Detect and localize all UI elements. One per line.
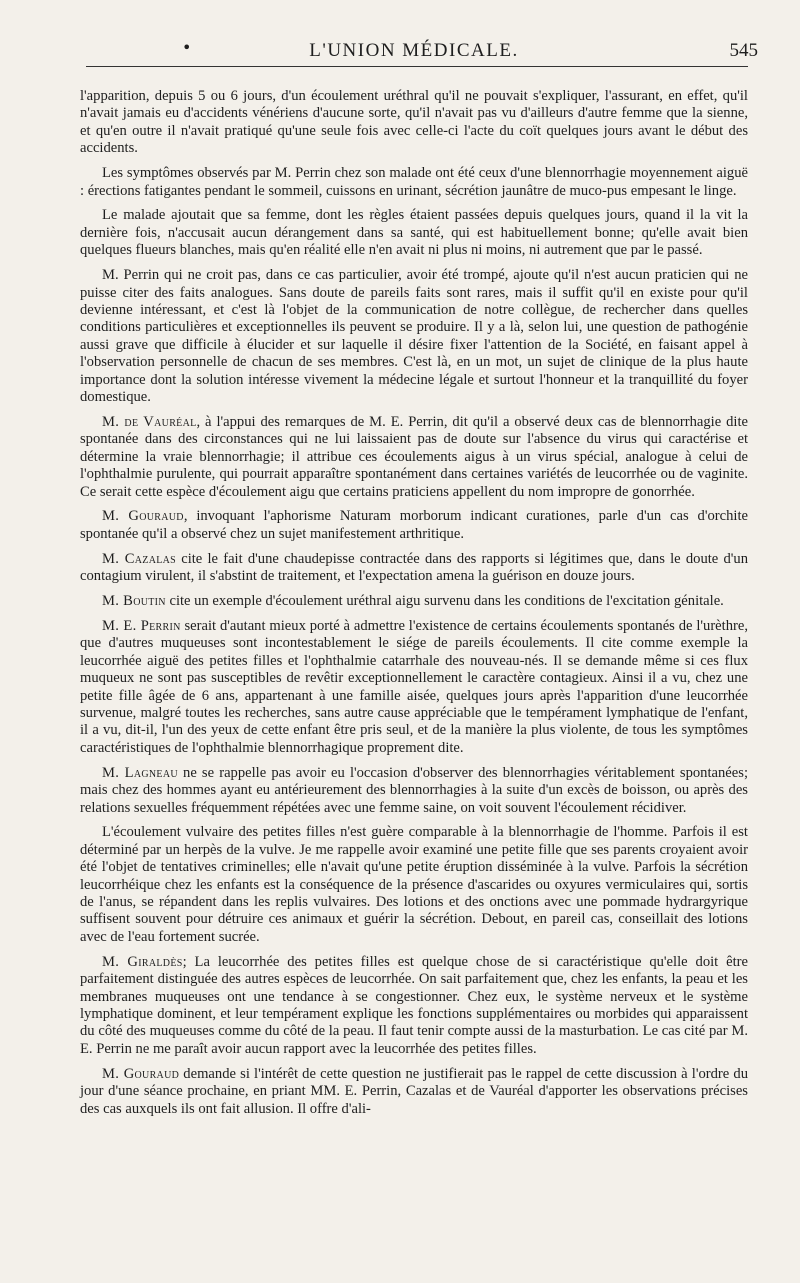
speaker-name: M. E. Perrin <box>102 617 181 634</box>
paragraph-text: demande si l'intérêt de cette question ne justifierait pas le rappel de cette discussion à l'ordre du jour d'une séance prochaine, en priant MM. E. Perrin, Cazalas et de Vauréal d'apporter les observations précises des cas auxquels ils ont fait allusion. Il offre d'ali- <box>80 1065 748 1117</box>
paragraph-text: , à l'appui des remarques de M. E. Perrin, dit qu'il a observé deux cas de blennorrhagie dite spontanée dans des circonstances qui ne lui laissaient pas de doute sur l'absence du virus qui caractérise et détermine la vraie blennorrhagie; il attribue ces écoulements aigus à un virus spécial, analogue à celui de l'ophthalmie purulente, qui pourrait apparaître spontanément dans certaines variétés de leucorrhée ou de vaginite. Ce serait cette espèce d'écoulement aigu que certains praticiens appellent du nom impropre de gonorrhée. <box>80 413 748 500</box>
speaker-name: M. Lagneau <box>102 764 178 781</box>
paragraph-text: Les symptômes observés par M. Perrin chez son malade ont été ceux d'une blennorrhagie moyennement aiguë : érections fatigantes pendant le sommeil, cuissons en urinant, sécrétion jaunâtre de muco-pus empesant le linge. <box>80 165 748 199</box>
paragraph <box>80 267 748 406</box>
paragraph-text: cite le fait d'une chaudepisse contractée dans des rapports si légitimes que, dans le doute d'un contagium virulent, il s'abstint de traitement, et l'expectation amena la guérison en douze jours. <box>80 550 748 585</box>
paragraph <box>80 88 748 158</box>
paragraph-text: l'apparition, depuis 5 ou 6 jours, d'un écoulement uréthral qu'il ne pouvait s'expliquer, l'assurant, en effet, qu'il n'avait jamais eu d'accidents vénériens d'aucune sorte, qu'il n'avait pas vu d'ailleurs d'autre femme que la sienne, et qu'en outre il n'avait pratiqué qu'une seule fois avec celle-ci l'acte du coït quelques jours avant le début des accidents. <box>80 88 748 157</box>
paragraph-text: serait d'autant mieux porté à admettre l'existence de certains écoulements spontanés de l'urèthre, que d'autres muqueuses sont incontestablement le siége de pareils écoulements. Il cite comme exemple la leucorrhée aiguë des petites filles et l'ophthalmie catarrhale des nouveau-nés. Il se demande même si ces flux muqueux ne sont pas susceptibles de revêtir exceptionnellement le caractère contagieux. Ainsi il a vu, chez une petite fille âgée de 6 ans, appartenant à une famille aisée, quelques jours après l'apparition d'une leucorrhée survenue, malgré toutes les recherches, sans autre cause appréciable que le tempérament lymphatique de l'enfant, il a vu, dit-il, l'un des yeux de cette enfant être pris seul, et de la manière la plus violente, de tous les symptômes caractéristiques de l'ophthalmie blennorrhagique proprement dite. <box>80 617 748 756</box>
speaker-name: M. de Vauréal <box>102 413 197 430</box>
paragraph <box>80 824 748 946</box>
running-title: L'UNION MÉDICALE. <box>309 40 519 61</box>
paragraph <box>80 1066 748 1118</box>
article-body <box>80 62 748 1118</box>
paragraph <box>80 165 748 200</box>
page-header <box>80 0 758 62</box>
speaker-name: M. Gouraud <box>102 508 184 525</box>
speaker-name: M. Gouraud <box>102 1065 180 1082</box>
paragraph-text: ne se rappelle pas avoir eu l'occasion d'observer des blennorrhagies véritablement spontanées; mais chez des hommes ayant eu antérieurement des blennorrhagies à la suite d'un excès de boisson, ou après des relations sexuelles fréquemment répétées avec une femme saine, on voit souvent l'écoulement récidiver. <box>80 764 748 816</box>
paragraph <box>80 414 748 501</box>
paragraph-text: Le malade ajoutait que sa femme, dont les règles étaient passées depuis quelques jours, quand il la vit la dernière fois, n'accusait aucun dérangement dans sa santé, qui est habituellement bonne; qu'elle avait bien quelques flueurs blanches, mais qu'en réalité elle n'en avait ni plus ni moins, ni autrement que par le passé. <box>80 207 748 259</box>
paragraph <box>80 765 748 817</box>
paragraph-text: , invoquant l'aphorisme Naturam morborum indicant curationes, parle d'un cas d'orchite spontanée qu'il a observé chez un sujet manifestement arthritique. <box>80 508 748 542</box>
paragraph <box>80 618 748 757</box>
paragraph <box>80 593 748 610</box>
speaker-name: M. Giraldès <box>102 953 183 970</box>
speaker-name: M. Boutin <box>102 593 166 610</box>
header-bullet: • <box>182 38 192 57</box>
paragraph <box>80 508 748 543</box>
paragraph-text: L'écoulement vulvaire des petites filles n'est guère comparable à la blennorrhagie de l'homme. Parfois il est déterminé par un herpès de la vulve. Je me rappelle avoir examiné une petite fille que ses parents croyaient avoir été l'objet de tentatives criminelles; elle n'avait qu'une petite éruption disséminée à la vulve. Parfois la sécrétion leucorrhéique chez les enfants est la conséquence de la présence d'ascarides ou oxyures vermiculaires qui, sortis de l'anus, se répandent dans les replis vulvaires. Des lotions et des onctions avec une pommade hydrargyrique suffisent souvent pour détruire ces animaux et guérir la sécrétion. Debout, en pareil cas, conseillait des lotions avec de l'eau fortement sucrée. <box>80 824 748 945</box>
paragraph-text: M. Perrin qui ne croit pas, dans ce cas particulier, avoir été trompé, ajoute qu'il n'est aucun praticien qui ne puisse citer des faits analogues. Sans doute de pareils faits sont rares, mais il suffit qu'il en existe pour qu'il devienne intéressant, et c'est là l'objet de la communication de notre collègue, de rechercher dans quelles conditions particulières et exceptionnelles ils peuvent se produire. Il y a là, selon lui, une question de pathogénie aussi grave que difficile à élucider et sur laquelle il désire fixer l'attention de la Société, en faisant appel à l'observation personnelle de chacun de ses membres. C'est là, en un mot, un sujet de clinique de la plus haute importance dont la solution intéresse vivement la médecine légale et surtout l'honneur et la tranquillité du foyer domestique. <box>80 267 748 405</box>
paragraph <box>80 207 748 259</box>
paragraph <box>80 954 748 1058</box>
paragraph-text: cite un exemple d'écoulement uréthral aigu survenu dans les conditions de l'excitation génitale. <box>165 593 724 610</box>
page-number: 545 <box>729 40 758 61</box>
speaker-name: M. Cazalas <box>102 550 177 567</box>
paragraph <box>80 551 748 586</box>
paragraph-text: ; La leucorrhée des petites filles est quelque chose de si caractéristique qu'elle doit être parfaitement distinguée des autres espèces de leucorrhée. On sait parfaitement que, chez les enfants, la peau et les membranes muqueuses ont une tendance à se congestionner. Chez eux, le système nerveux et le système lymphatique dominent, et leur tempérament explique les fonctions supplémentaires ou morbides qui apparaissent du côté des muqueuses comme du côté de la peau. Il faut tenir compte aussi de la masturbation. Le cas cité par M. E. Perrin ne me paraît avoir aucun rapport avec la leucorrhée des petites filles. <box>80 953 748 1057</box>
header-rule <box>86 66 748 67</box>
